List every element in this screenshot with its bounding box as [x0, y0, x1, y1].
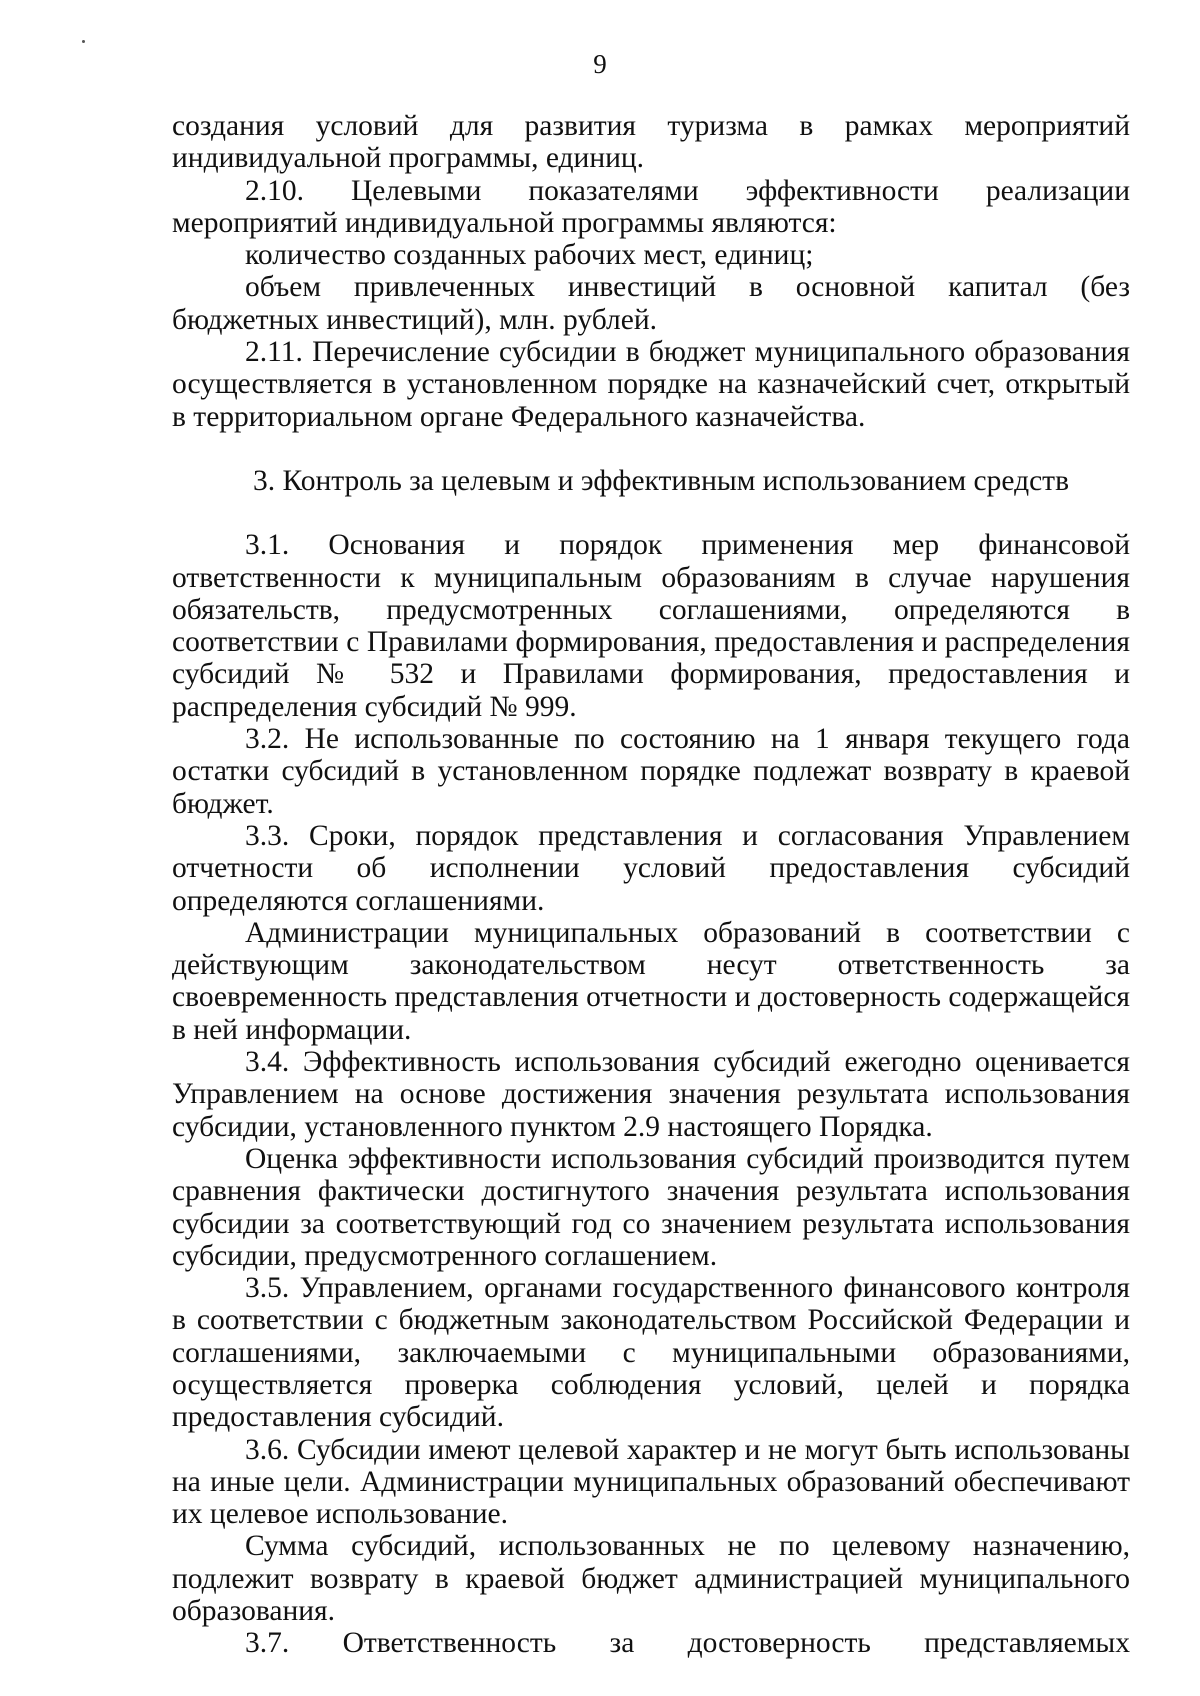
paragraph-misuse-refund: Сумма субсидий, использованных не по целевому назначению, подлежит возврату в краевой бюджет администрацией муниципального образования. — [172, 1530, 1130, 1628]
paragraph-3-5: 3.5. Управлением, органами государственного финансового контроля в соответствии с бюджетным законодательством Российской Федерации и соглашениями, заключаемыми с муниципальными образованиями, осуществляется проверка соблюдения условий, целей и порядка предоставления субсидий. — [172, 1272, 1130, 1434]
section-heading-3: 3. Контроль за целевым и эффективным использованием средств — [252, 464, 1070, 497]
document-body — [172, 110, 1130, 1660]
paragraph-3-4: 3.4. Эффективность использования субсидий ежегодно оценивается Управлением на основе достижения значения результата использования субсидии, установленного пунктом 2.9 настоящего Порядка. — [172, 1046, 1130, 1143]
paragraph-efficiency-assessment: Оценка эффективности использования субсидий производится путем сравнения фактически достигнутого значения результата использования субсидии за соответствующий год со значением результата использования субсидии, предусмотренного соглашением. — [172, 1142, 1130, 1272]
paragraph-continuation: создания условий для развития туризма в рамках мероприятий индивидуальной программы, единиц. — [172, 110, 1130, 175]
paragraph-3-2: 3.2. Не использованные по состоянию на 1 января текущего года остатки субсидий в установленном порядке подлежат возврату в краевой бюджет. — [172, 723, 1130, 820]
paragraph-3-6: 3.6. Субсидии имеют целевой характер и не могут быть использованы на иные цели. Администрации муниципальных образований обеспечивают их целевое использование. — [172, 1433, 1130, 1531]
paragraph-2-11: 2.11. Перечисление субсидии в бюджет муниципального образования осуществляется в установленном порядке на казначейский счет, открытый в территориальном органе Федерального казначейства. — [172, 336, 1130, 433]
paragraph-indicator-jobs: количество созданных рабочих мест, единиц; — [245, 239, 814, 272]
paragraph-3-7: 3.7. Ответственность за достоверность представляемых — [245, 1627, 1130, 1660]
scan-speck — [82, 40, 85, 43]
paragraph-3-3: 3.3. Сроки, порядок представления и согласования Управлением отчетности об исполнении условий предоставления субсидий определяются соглашениями. — [172, 819, 1130, 917]
paragraph-3-1: 3.1. Основания и порядок применения мер финансовой ответственности к муниципальным образованиям в случае нарушения обязательств, предусмотренных соглашениями, определяются в соответствии с Правилами формирования, предоставления и распределения субсидий № 532 и Правилами формирования, предоставления и распределения субсидий № 999. — [172, 529, 1130, 723]
paragraph-2-10: 2.10. Целевыми показателями эффективности реализации мероприятий индивидуальной программы являются: — [172, 174, 1130, 239]
page-number: 9 — [593, 49, 607, 79]
paragraph-indicator-investments: объем привлеченных инвестиций в основной капитал (без бюджетных инвестиций), млн. рублей. — [172, 271, 1130, 336]
paragraph-administrations-reporting: Администрации муниципальных образований в соответствии с действующим законодательством несут ответственность за своевременность представления отчетности и достоверность содержащейся в ней информации. — [172, 916, 1130, 1046]
